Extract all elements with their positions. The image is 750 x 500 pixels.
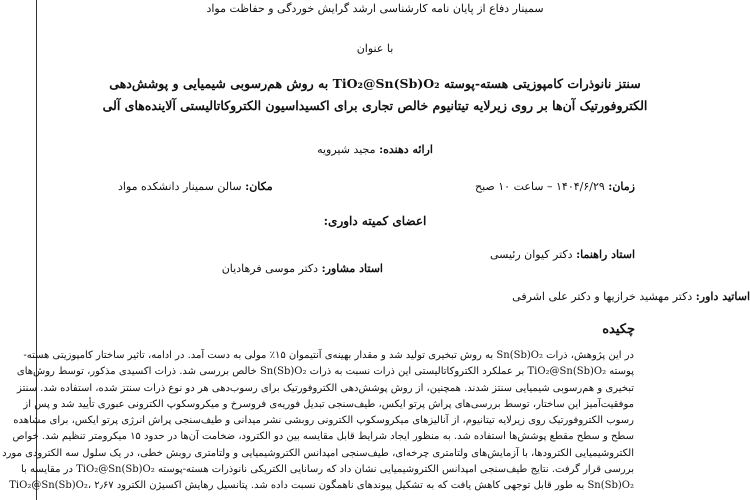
judges-row xyxy=(367,290,750,303)
abstract-heading: چکیده xyxy=(602,322,635,337)
place-row xyxy=(118,180,273,193)
thesis-title-line-2: الکتروفورتیک آن‌ها بر روی زیرلایه تیتانیوم خالص تجاری برای اکسیداسیون الکتروکاتالیستی آلاینده‌های آلی xyxy=(102,98,648,113)
thesis-title-line-1: سنتز نانوذرات کامپوزیتی هسته-پوسته TiO₂@Sn(Sb)O₂ به روش هم‌رسوبی شیمیایی و پوشش‌دهی xyxy=(109,76,641,91)
abstract-line: بررسی قرار گرفت. نتایج طیف‌سنجی امپدانس الکتروشیمیایی نشان داد که رسانایی الکتریکی نانوذرات هسته-پوسته TiO₂@Sn(Sb)O₂ در مقایسه با xyxy=(20,464,634,476)
seminar-header: سمینار دفاع از پایان نامه کارشناسی ارشد گرایش خوردگی و حفاظت مواد xyxy=(206,2,544,15)
abstract-line: موفقیت‌آمیز این ساختار، توسط بررسی‌های پراش پرتو ایکس، طیف‌سنجی تبدیل فوریه‌ی فروسرخ و میکروسکوپ الکترونی عبوری تأیید شد و پس از xyxy=(23,398,634,410)
committee-heading: اعضای کمیته داوری: xyxy=(323,214,427,228)
judges-label: اساتید داور: xyxy=(695,290,750,303)
presenter-label: ارائه دهنده: xyxy=(379,143,433,156)
time-value: ۱۴۰۴/۶/۲۹ – ساعت ۱۰ صبح xyxy=(474,180,605,193)
abstract-line: پوسته TiO₂@Sn(Sb)O₂ بر عملکرد الکتروکاتالیستی این ذرات نسبت به ذرات Sn(Sb)O₂ خالص بررسی شد. ذرات اکسیدی مذکور، توسط روش‌های xyxy=(16,366,634,378)
abstract-line: Sn(Sb)O₂ به طور قابل توجهی کاهش یافت که به تشکیل پیوندهای ناهمگون نسبت داده شد. پتانسیل رهایش اکسیژن الکترود TiO₂@Sn(Sb)O₂، ۲٫۶۷ xyxy=(9,480,634,492)
advisor-label: استاد مشاور: xyxy=(321,262,383,275)
judges-names: دکتر مهشید خرازیها و دکتر علی اشرفی xyxy=(512,290,693,303)
abstract-body xyxy=(2,348,634,500)
time-label: زمان: xyxy=(608,180,635,193)
abstract-line: تبخیری و هم‌رسوبی شیمیایی سنتز شدند. همچنین، از روش پوشش‌دهی الکتروفورتیک برای رسوب‌دهی هر دو نوع ذرات سنتز شده، استفاده شد. سنتز xyxy=(17,382,634,394)
place-label: مکان: xyxy=(245,180,273,193)
by-title-label: با عنوان xyxy=(356,42,394,55)
abstract-line: الکتروشیمیایی الکترودها، با آزمایش‌های ولتامتری چرخه‌ای، طیف‌سنجی امپدانس الکتروشیمیایی و ولتامتری روبش خطی، در یک سلول سه الکترودی مورد xyxy=(2,447,634,459)
presenter-name: مجید شیرویه xyxy=(317,143,376,156)
supervisor-row xyxy=(490,248,635,261)
advisor-name: دکتر موسی فرهادیان xyxy=(221,262,319,275)
time-row xyxy=(475,180,635,193)
abstract-line: رسوب الکتروفورتیک روی زیرلایه تیتانیوم، از آنالیزهای میکروسکوپ الکترونی روبشی نشر میدانی و طیف‌سنجی پراش انرژی پرتو ایکس، برای مشاهده xyxy=(13,415,634,427)
supervisor-name: دکتر کیوان رئیسی xyxy=(489,248,573,261)
place-value: سالن سمینار دانشکده مواد xyxy=(118,180,242,193)
abstract-line: سطح و سطح مقطع پوشش‌ها استفاده شد. به منظور ایجاد شرایط قابل مقایسه بین دو الکترود، ضخامت آن‌ها در حدود ۱۵ میکرومتر تنظیم شد. خواص xyxy=(12,431,634,443)
abstract-line: در این پژوهش، ذرات Sn(Sb)O₂ به روش تبخیری تولید شد و مقدار بهینه‌ی آنتیموان ۱۵٪ مولی به دست آمد. در ادامه، تاثیر ساختار کامپوزیتی هسته- xyxy=(23,350,634,361)
supervisor-label: استاد راهنما: xyxy=(576,248,635,261)
advisor-row xyxy=(0,262,383,275)
presenter-row xyxy=(0,143,750,156)
